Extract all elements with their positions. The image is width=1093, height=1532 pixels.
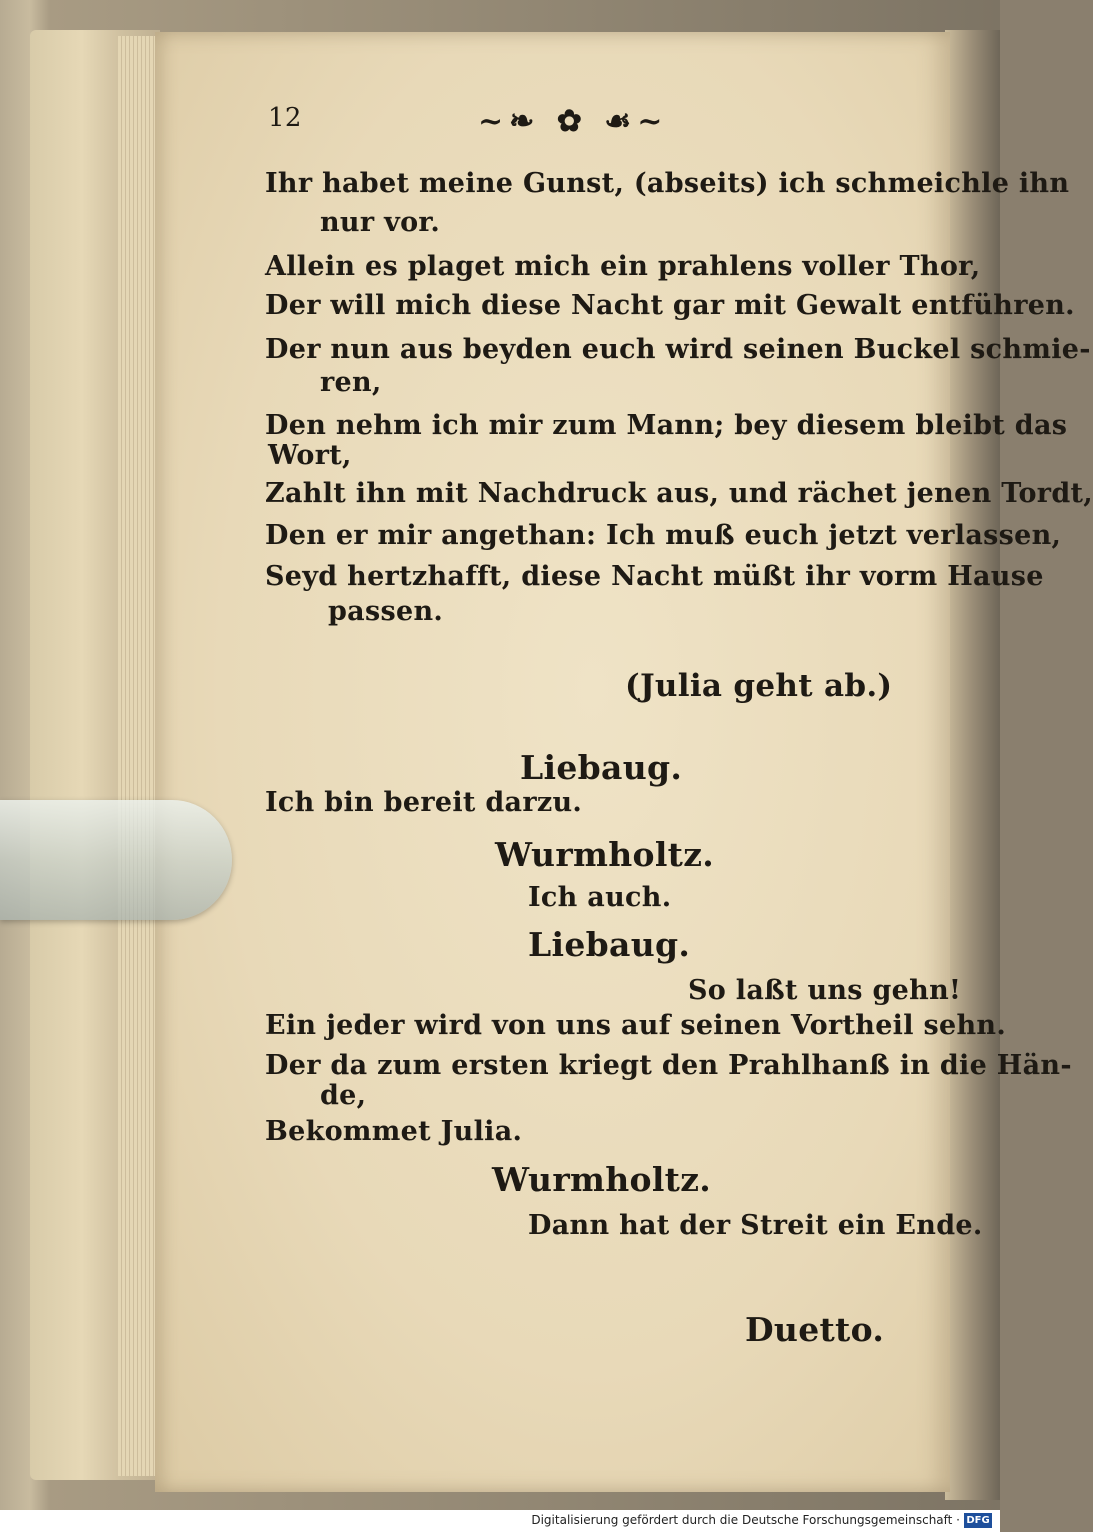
text-line: Wort, [268, 440, 352, 471]
header-ornament: ~❧ ✿ ☙~ [478, 104, 669, 139]
text-line: Der will mich diese Nacht gar mit Gewalt entführen. [265, 290, 1075, 321]
dialogue-line: So laßt uns gehn! [688, 975, 962, 1006]
dialogue-line: Ein jeder wird von uns auf seinen Vortheil sehn. [265, 1010, 1007, 1041]
speaker-name: Liebaug. [528, 925, 691, 964]
text-line: Ihr habet meine Gunst, (abseits) ich schmeichle ihn [265, 168, 1070, 199]
text-line: Den nehm ich mir zum Mann; bey diesem bleibt das [265, 410, 1068, 441]
text-line: nur vor. [320, 207, 441, 238]
section-heading: Duetto. [745, 1310, 885, 1349]
dialogue-line: de, [320, 1080, 367, 1111]
dialogue-line: Dann hat der Streit ein Ende. [528, 1210, 983, 1241]
dialogue-line: Der da zum ersten kriegt den Prahlhanß in die Hän- [265, 1050, 1072, 1081]
dialogue-line: Bekommet Julia. [265, 1116, 523, 1147]
speaker-name: Liebaug. [520, 748, 683, 787]
speaker-name: Wurmholtz. [492, 1160, 712, 1199]
dialogue-line: Ich bin bereit darzu. [265, 787, 583, 818]
page-clip [0, 800, 232, 920]
speaker-name: Wurmholtz. [495, 835, 715, 874]
text-line: Zahlt ihn mit Nachdruck aus, und rächet jenen Tordt, [265, 478, 1093, 509]
text-line: Allein es plaget mich ein prahlens voller Thor, [265, 251, 981, 282]
dialogue-line: Ich auch. [528, 882, 672, 913]
page-number: 12 [268, 103, 302, 133]
text-line: passen. [328, 596, 444, 627]
text-line: Seyd hertzhafft, diese Nacht müßt ihr vorm Hause [265, 561, 1044, 592]
text-line: ren, [320, 367, 382, 398]
text-line: Den er mir angethan: Ich muß euch jetzt verlassen, [265, 520, 1062, 551]
footer-bar [0, 1510, 1000, 1532]
stage-direction: (Julia geht ab.) [625, 668, 893, 704]
text-line: Der nun aus beyden euch wird seinen Buckel schmie- [265, 334, 1091, 365]
footer-credit: Digitalisierung gefördert durch die Deutsche Forschungsgemeinschaft · [531, 1513, 960, 1527]
dfg-logo: DFG [964, 1513, 992, 1528]
page-stack [118, 36, 158, 1476]
